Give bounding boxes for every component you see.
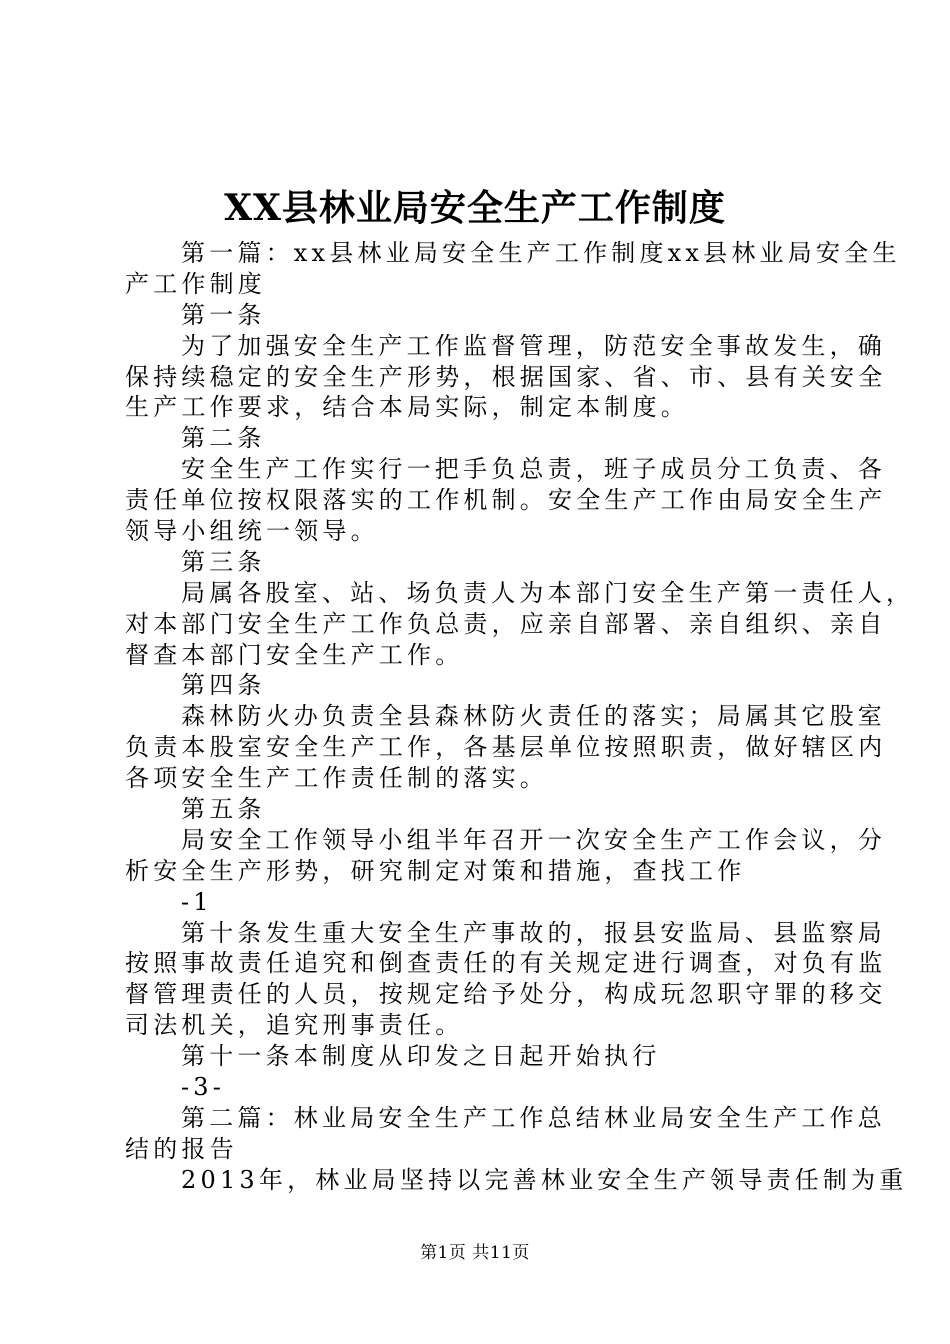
- text-line: 第二条: [181, 424, 266, 453]
- text-line: 局属各股室、站、场负责人为本部门安全生产第一责任人，: [181, 578, 915, 607]
- text-line: 对本部门安全生产工作负总责，应亲自部署、亲自组织、亲自: [125, 609, 887, 638]
- text-line: 析安全生产形势，研究制定对策和措施，查找工作: [125, 856, 746, 885]
- text-line: 第十一条本制度从印发之日起开始执行: [181, 1042, 661, 1071]
- document-body: [125, 238, 915, 1196]
- text-line: 生产工作要求，结合本局实际，制定本制度。: [125, 393, 689, 422]
- text-line: 按照事故责任追究和倒查责任的有关规定进行调查，对负有监: [125, 949, 887, 978]
- text-line: 局安全工作领导小组半年召开一次安全生产工作会议，分: [181, 825, 886, 854]
- text-line: 责任单位按权限落实的工作机制。安全生产工作由局安全生产: [125, 486, 887, 515]
- text-line: 第二篇：林业局安全生产工作总结林业局安全生产工作总: [181, 1103, 886, 1132]
- text-line: 2013年，林业局坚持以完善林业安全生产领导责任制为重: [181, 1165, 908, 1194]
- text-line: 第三条: [181, 547, 266, 576]
- text-line: 督查本部门安全生产工作。: [125, 640, 464, 669]
- text-line: 为了加强安全生产工作监督管理，防范安全事故发生，确: [181, 331, 886, 360]
- text-line: 领导小组统一领导。: [125, 517, 379, 546]
- text-line: 第四条: [181, 671, 266, 700]
- text-line: 第一条: [181, 300, 266, 329]
- text-line: 森林防火办负责全县森林防火责任的落实；局属其它股室: [181, 702, 886, 731]
- text-line: 负责本股室安全生产工作，各基层单位按照职责，做好辖区内: [125, 733, 887, 762]
- text-line: 产工作制度: [125, 269, 266, 298]
- text-line: 司法机关，追究刑事责任。: [125, 1011, 464, 1040]
- text-line: 保持续稳定的安全生产形势，根据国家、省、市、县有关安全: [125, 362, 887, 391]
- text-line: 第一篇：xx县林业局安全生产工作制度xx县林业局安全生: [181, 239, 901, 267]
- text-line: 督管理责任的人员，按规定给予处分，构成玩忽职守罪的移交: [125, 980, 887, 1009]
- text-line: 安全生产工作实行一把手负总责，班子成员分工负责、各: [181, 455, 886, 484]
- text-line: 第十条发生重大安全生产事故的，报县安监局、县监察局: [181, 918, 886, 947]
- text-line: 结的报告: [125, 1134, 238, 1163]
- text-line: -3-: [181, 1073, 226, 1102]
- page-footer: 第1页 共11页: [420, 1243, 530, 1263]
- text-line: 第五条: [181, 795, 266, 824]
- text-line: 各项安全生产工作责任制的落实。: [125, 764, 548, 793]
- text-line: -1: [181, 887, 213, 916]
- document-title: XX县林业局安全生产工作制度: [224, 187, 726, 229]
